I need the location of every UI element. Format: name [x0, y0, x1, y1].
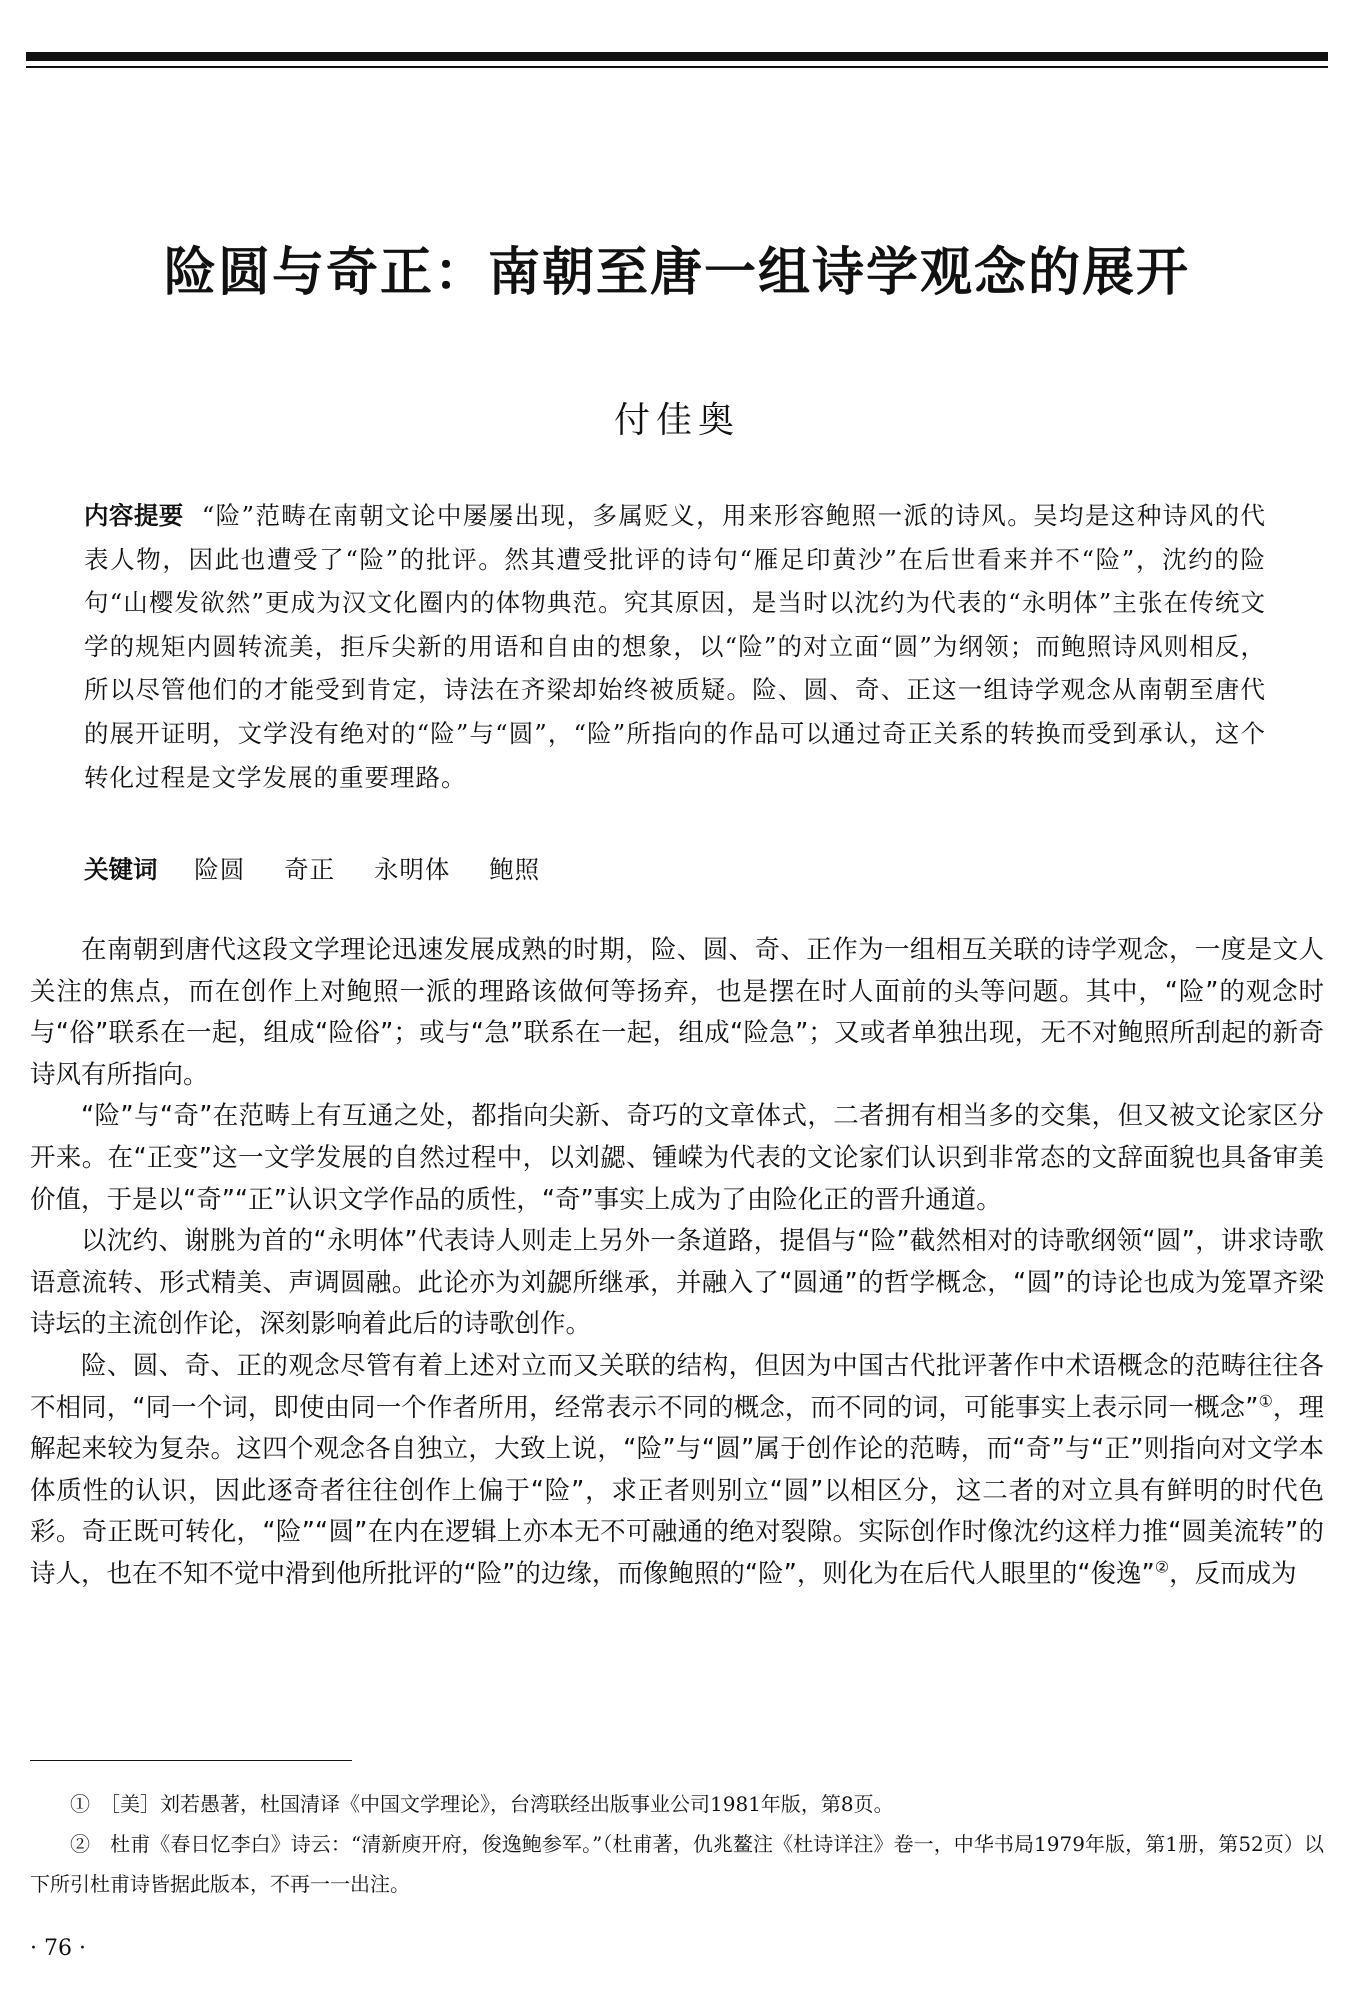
footnote-divider: [30, 1760, 352, 1761]
article-body: [30, 930, 1324, 1596]
abstract: [84, 494, 1266, 799]
footnotes: [30, 1784, 1324, 1904]
keyword: 奇正: [284, 855, 336, 884]
header-rule-thick: [26, 52, 1328, 61]
body-paragraph: [30, 1346, 1324, 1596]
keyword: 险圆: [194, 855, 246, 884]
body-paragraph: 在南朝到唐代这段文学理论迅速发展成熟的时期，险、圆、奇、正作为一组相互关联的诗学观念，一度是文人关注的焦点，而在创作上对鲍照一派的理路该做何等扬弃，也是摆在时人面前的头等问题。其中，“险”的观念时与“俗”联系在一起，组成“险俗”；或与“急”联系在一起，组成“险急”；又或者单独出现，无不对鲍照所刮起的新奇诗风有所指向。: [30, 935, 1324, 1090]
article-title: 险圆与奇正：南朝至唐一组诗学观念的展开: [163, 242, 1190, 303]
footnote-ref[interactable]: ①: [1258, 1391, 1273, 1411]
header-rule-thin: [26, 66, 1328, 68]
author-name: 付佳奥: [613, 400, 740, 441]
keywords: [84, 850, 1266, 890]
abstract-text: “险”范畴在南朝文论中屡屡出现，多属贬义，用来形容鲍照一派的诗风。吴均是这种诗风的代表人物，因此也遭受了“险”的批评。然其遭受批评的诗句“雁足印黄沙”在后世看来并不“险”，沈约的险句“山樱发欲然”更成为汉文化圈内的体物典范。究其原因，是当时以沈约为代表的“永明体”主张在传统文学的规矩内圆转流美，拒斥尖新的用语和自由的想象，以“险”的对立面“圆”为纲领；而鲍照诗风则相反，所以尽管他们的才能受到肯定，诗法在齐梁却始终被质疑。险、圆、奇、正这一组诗学观念从南朝至唐代的展开证明，文学没有绝对的“险”与“圆”，“险”所指向的作品可以通过奇正关系的转换而受到承认，这个转化过程是文学发展的重要理路。: [84, 501, 1267, 792]
keyword: 鲍照: [489, 855, 541, 884]
page-number: · 76 ·: [30, 1936, 86, 1961]
footnote: ② 杜甫《春日忆李白》诗云：“清新庾开府，俊逸鲍参军。”（杜甫著，仇兆鳌注《杜诗详注》卷一，中华书局1979年版，第1册，第52页）以下所引杜甫诗皆据此版本，不再一一出注。: [30, 1832, 1324, 1896]
body-text: ，反而成为: [1169, 1558, 1297, 1589]
footnote-ref[interactable]: ②: [1154, 1557, 1170, 1577]
body-paragraph: 以沈约、谢朓为首的“永明体”代表诗人则走上另外一条道路，提倡与“险”截然相对的诗歌纲领“圆”，讲求诗歌语意流转、形式精美、声调圆融。此论亦为刘勰所继承，并融入了“圆通”的哲学概念，“圆”的诗论也成为笼罩齐梁诗坛的主流创作论，深刻影响着此后的诗歌创作。: [30, 1226, 1324, 1340]
footnote: ① ［美］刘若愚著，杜国清译《中国文学理论》，台湾联经出版事业公司1981年版，第8页。: [70, 1792, 894, 1816]
keyword: 永明体: [373, 855, 451, 884]
body-text: ，理解起来较为复杂。这四个观念各自独立，大致上说，“险”与“圆”属于创作论的范畴，而“奇”与“正”则指向对文学本体质性的认识，因此逐奇者往往创作上偏于“险”，求正者则别立“圆”以相区分，这二者的对立具有鲜明的时代色彩。奇正既可转化，“险”“圆”在内在逻辑上亦本无不可融通的绝对裂隙。实际创作时像沈约这样力推“圆美流转”的诗人，也在不知不觉中滑到他所批评的“险”的边缘，而像鲍照的“险”，则化为在后代人眼里的“俊逸”: [30, 1392, 1324, 1589]
keywords-heading: 关键词: [84, 855, 158, 884]
abstract-heading: 内容提要: [84, 501, 184, 530]
body-paragraph: “险”与“奇”在范畴上有互通之处，都指向尖新、奇巧的文章体式，二者拥有相当多的交集，但又被文论家区分开来。在“正变”这一文学发展的自然过程中，以刘勰、锺嵘为代表的文论家们认识到非常态的文辞面貌也具备审美价值，于是以“奇”“正”认识文学作品的质性，“奇”事实上成为了由险化正的晋升通道。: [30, 1101, 1324, 1215]
body-text: 险、圆、奇、正的观念尽管有着上述对立而又关联的结构，但因为中国古代批评著作中术语概念的范畴往往各不相同，“同一个词，即使由同一个作者所用，经常表示不同的概念，而不同的词，可能事实上表示同一概念”: [30, 1350, 1324, 1423]
